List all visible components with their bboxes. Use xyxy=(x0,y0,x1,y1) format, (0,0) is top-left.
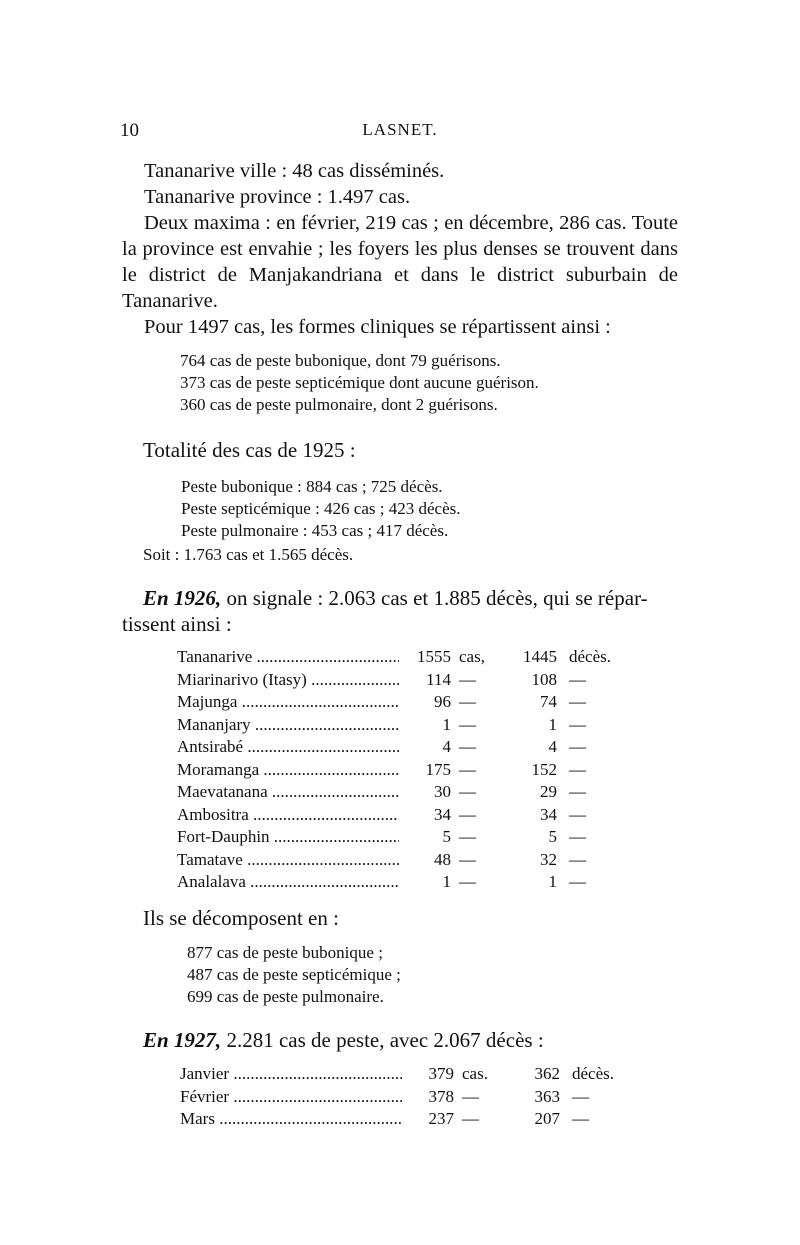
table-row xyxy=(177,715,627,739)
row-deaths-unit: — xyxy=(569,759,586,779)
row-cases: 1 xyxy=(442,714,451,734)
row-name: Miarinarivo (Itasy) ..... xyxy=(177,670,399,690)
running-head: LASNET. xyxy=(362,120,438,139)
row-deaths: 363 xyxy=(534,1086,560,1106)
total-1925-soit: Soit : 1.763 cas et 1.565 décès. xyxy=(143,545,354,564)
row-cases: 96 xyxy=(434,692,451,711)
row-name: Janvier ..... xyxy=(180,1064,402,1084)
row-deaths-unit: — xyxy=(569,669,586,689)
row-cases-unit: — xyxy=(462,1109,479,1128)
row-cases: 34 xyxy=(434,804,451,824)
intro-paragraph: Deux maxima : en février, 219 cas ; en décembre, 286 cas. Toute la province est envahie ; les foyers les plus denses se trouvent dans le district de Manjakandriana et dans le district suburbain de Tananarive. xyxy=(122,212,678,312)
row-deaths-unit: — xyxy=(569,714,586,734)
row-cases: 30 xyxy=(434,782,451,801)
intro-line-2: Tananarive province : 1.497 cas. xyxy=(144,186,411,208)
row-deaths-unit: — xyxy=(569,849,586,869)
row-name: Fort-Dauphin ..... xyxy=(177,827,399,847)
row-deaths: 32 xyxy=(540,849,557,869)
row-deaths-unit: — xyxy=(569,827,586,846)
row-cases-unit: — xyxy=(462,1086,479,1106)
row-name: Moramanga ..... xyxy=(177,760,399,780)
row-deaths: 152 xyxy=(531,759,557,779)
table-row xyxy=(180,1087,630,1111)
row-deaths: 5 xyxy=(548,827,557,846)
row-deaths: 108 xyxy=(531,669,557,689)
forms-item: 764 cas de peste bubonique, dont 79 guérisons. xyxy=(180,351,501,370)
row-deaths: 74 xyxy=(540,692,557,711)
row-name: Mananjary ..... xyxy=(177,715,399,735)
row-cases-unit: — xyxy=(459,849,476,869)
page-number: 10 xyxy=(120,120,139,141)
row-cases: 378 xyxy=(428,1086,454,1106)
row-cases-unit: — xyxy=(459,759,476,779)
forms-item: 373 cas de peste septicémique dont aucune guérison. xyxy=(180,373,539,392)
table-row xyxy=(177,760,627,784)
row-deaths: 207 xyxy=(534,1109,560,1128)
table-1926 xyxy=(177,647,627,917)
row-cases-unit: cas, xyxy=(459,647,485,666)
row-deaths: 1 xyxy=(548,714,557,734)
row-cases-unit: — xyxy=(459,669,476,689)
row-name: Maevatanana ..... xyxy=(177,782,399,802)
row-deaths-unit: — xyxy=(569,782,586,801)
year-1926-intro xyxy=(143,586,683,611)
year-1927-intro xyxy=(143,1028,683,1053)
table-row xyxy=(177,670,627,694)
decompose-item: 487 cas de peste septicémique ; xyxy=(187,965,401,984)
row-cases-unit: cas. xyxy=(462,1064,488,1083)
row-cases: 237 xyxy=(428,1109,454,1128)
row-cases-unit: — xyxy=(459,827,476,846)
year-1926-text: on signale : 2.063 cas et 1.885 décès, qui se répar- xyxy=(221,586,648,610)
row-deaths-unit: décès. xyxy=(569,647,612,666)
row-name: Analalava ..... xyxy=(177,872,399,892)
decompose-title: Ils se décomposent en : xyxy=(143,906,339,930)
row-name: Février ..... xyxy=(180,1087,402,1107)
total-1925-item: Peste pulmonaire : 453 cas ; 417 décès. xyxy=(181,521,449,540)
year-1926-label: En 1926, xyxy=(143,586,222,610)
row-cases-unit: — xyxy=(459,714,476,734)
row-cases: 379 xyxy=(428,1064,454,1083)
row-deaths: 362 xyxy=(534,1064,560,1083)
forms-intro: Pour 1497 cas, les formes cliniques se répartissent ainsi : xyxy=(144,316,611,338)
forms-item: 360 cas de peste pulmonaire, dont 2 guérisons. xyxy=(180,395,498,414)
row-deaths-unit: — xyxy=(569,804,586,824)
table-row xyxy=(177,737,627,761)
row-name: Ambositra ..... xyxy=(177,805,399,825)
decompose-item: 699 cas de peste pulmonaire. xyxy=(187,987,384,1006)
row-deaths-unit: — xyxy=(569,872,586,891)
row-deaths: 34 xyxy=(540,804,557,824)
row-cases: 48 xyxy=(434,849,451,869)
intro-line-1: Tananarive ville : 48 cas disséminés. xyxy=(144,160,445,182)
total-1925-item: Peste septicémique : 426 cas ; 423 décès. xyxy=(181,499,461,518)
row-cases-unit: — xyxy=(459,804,476,824)
row-deaths-unit: — xyxy=(572,1086,589,1106)
row-deaths: 29 xyxy=(540,782,557,801)
row-cases: 5 xyxy=(442,827,451,846)
table-row xyxy=(177,872,627,896)
row-deaths: 1445 xyxy=(523,647,557,666)
row-name: Antsirabé ..... xyxy=(177,737,399,757)
row-cases: 1555 xyxy=(417,647,451,666)
year-1926-text-2: tissent ainsi : xyxy=(122,612,232,636)
year-1927-label: En 1927, xyxy=(143,1028,222,1052)
row-deaths: 4 xyxy=(548,737,557,756)
year-1927-text: 2.281 cas de peste, avec 2.067 décès : xyxy=(221,1028,544,1052)
table-row xyxy=(177,805,627,829)
total-1925-item: Peste bubonique : 884 cas ; 725 décès. xyxy=(181,477,443,496)
row-deaths-unit: décès. xyxy=(572,1064,615,1083)
row-name: Mars ..... xyxy=(180,1109,402,1129)
row-name: Tananarive ..... xyxy=(177,647,399,667)
row-cases-unit: — xyxy=(459,737,476,756)
decompose-list xyxy=(187,942,637,1008)
row-cases: 4 xyxy=(442,737,451,756)
forms-list xyxy=(180,350,680,416)
row-cases-unit: — xyxy=(459,782,476,801)
row-cases: 114 xyxy=(426,669,451,689)
table-row xyxy=(177,692,627,716)
table-row xyxy=(177,850,627,874)
table-row xyxy=(180,1064,630,1088)
row-name: Majunga ..... xyxy=(177,692,399,712)
row-deaths-unit: — xyxy=(572,1109,589,1128)
table-row xyxy=(177,827,627,851)
decompose-item: 877 cas de peste bubonique ; xyxy=(187,943,383,962)
row-cases: 175 xyxy=(425,759,451,779)
row-cases-unit: — xyxy=(459,872,476,891)
row-deaths-unit: — xyxy=(569,737,586,756)
row-cases: 1 xyxy=(442,872,451,891)
table-1927 xyxy=(180,1064,630,1136)
table-row xyxy=(180,1109,630,1133)
table-row xyxy=(177,647,627,671)
table-row xyxy=(177,782,627,806)
row-cases-unit: — xyxy=(459,692,476,711)
total-1925-list xyxy=(181,476,681,542)
page-header xyxy=(120,120,680,146)
row-name: Tamatave ..... xyxy=(177,850,399,870)
intro-section xyxy=(122,158,678,340)
row-deaths: 1 xyxy=(548,872,557,891)
total-1925-title: Totalité des cas de 1925 : xyxy=(143,438,356,462)
row-deaths-unit: — xyxy=(569,692,586,711)
